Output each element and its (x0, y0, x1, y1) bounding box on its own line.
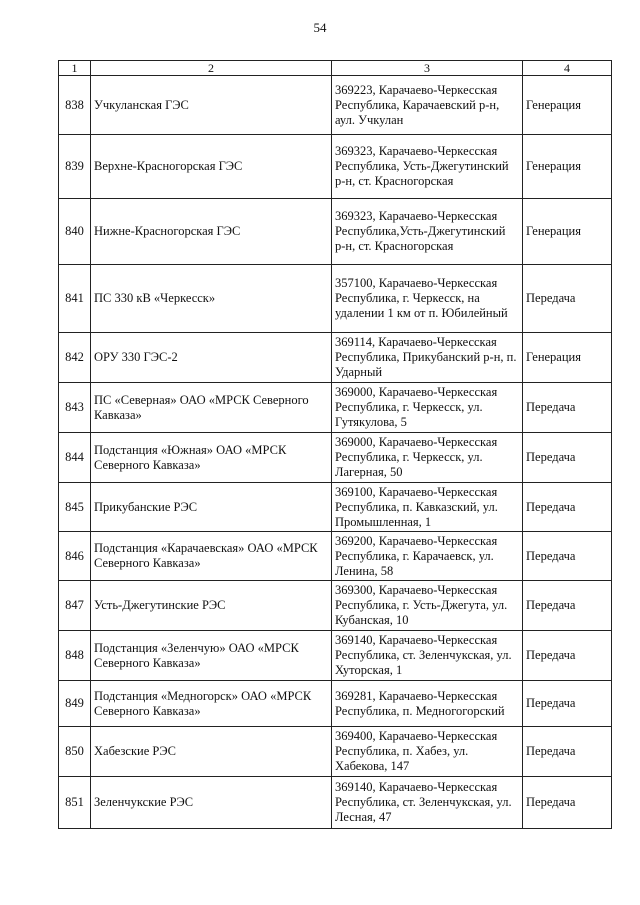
facility-address: 369000, Карачаево-Черкесская Республика, г. Черкесск, ул. Гутякулова, 5 (332, 383, 523, 433)
facility-address: 369323, Карачаево-Черкесская Республика,Усть-Джегутинский р-н, ст. Красногорская (332, 199, 523, 265)
facility-type: Передача (523, 681, 612, 727)
row-number: 850 (59, 727, 91, 777)
facility-address: 369223, Карачаево-Черкесская Республика, Карачаевский р-н, аул. Учкулан (332, 76, 523, 135)
row-number: 849 (59, 681, 91, 727)
facility-address: 369000, Карачаево-Черкесская Республика, г. Черкесск, ул. Лагерная, 50 (332, 433, 523, 483)
facility-address: 369114, Карачаево-Черкесская Республика, Прикубанский р-н, п. Ударный (332, 333, 523, 383)
facility-address: 369400, Карачаево-Черкесская Республика, п. Хабез, ул. Хабекова, 147 (332, 727, 523, 777)
column-header: 1 (59, 61, 91, 76)
page-number: 54 (313, 20, 327, 35)
column-header: 2 (91, 61, 332, 76)
facility-address: 369200, Карачаево-Черкесская Республика, г. Карачаевск, ул. Ленина, 58 (332, 532, 523, 581)
table-row (59, 383, 612, 433)
facility-name: Прикубанские РЭС (91, 483, 332, 532)
facility-type: Генерация (523, 199, 612, 265)
facility-type: Генерация (523, 333, 612, 383)
table-row (59, 265, 612, 333)
facility-type: Передача (523, 777, 612, 829)
table-row (59, 433, 612, 483)
facility-name: Учкуланская ГЭС (91, 76, 332, 135)
facility-type: Передача (523, 383, 612, 433)
table-row (59, 727, 612, 777)
facility-type: Передача (523, 532, 612, 581)
facility-name: ПС 330 кВ «Черкесск» (91, 265, 332, 333)
facility-type: Передача (523, 631, 612, 681)
facility-address: 369300, Карачаево-Черкесская Республика, г. Усть-Джегута, ул. Кубанская, 10 (332, 581, 523, 631)
row-number: 840 (59, 199, 91, 265)
facility-address: 369140, Карачаево-Черкесская Республика, ст. Зеленчукская, ул. Лесная, 47 (332, 777, 523, 829)
facility-name: Подстанция «Карачаевская» ОАО «МРСК Северного Кавказа» (91, 532, 332, 581)
row-number: 841 (59, 265, 91, 333)
facility-address: 369100, Карачаево-Черкесская Республика, п. Кавказский, ул. Промышленная, 1 (332, 483, 523, 532)
table-row (59, 76, 612, 135)
row-number: 838 (59, 76, 91, 135)
facility-name: Подстанция «Южная» ОАО «МРСК Северного Кавказа» (91, 433, 332, 483)
table-body (59, 76, 612, 829)
facility-type: Передача (523, 265, 612, 333)
table-row (59, 777, 612, 829)
facility-address: 369323, Карачаево-Черкесская Республика, Усть-Джегутинский р-н, ст. Красногорская (332, 135, 523, 199)
column-header: 4 (523, 61, 612, 76)
facility-name: Верхне-Красногорская ГЭС (91, 135, 332, 199)
facility-type: Передача (523, 727, 612, 777)
facility-name: Усть-Джегутинские РЭС (91, 581, 332, 631)
facility-type: Генерация (523, 135, 612, 199)
table-row (59, 135, 612, 199)
facility-type: Генерация (523, 76, 612, 135)
facility-type: Передача (523, 433, 612, 483)
row-number: 845 (59, 483, 91, 532)
row-number: 848 (59, 631, 91, 681)
row-number: 839 (59, 135, 91, 199)
facility-name: Подстанция «Медногорск» ОАО «МРСК Северного Кавказа» (91, 681, 332, 727)
facility-name: Нижне-Красногорская ГЭС (91, 199, 332, 265)
facility-address: 369281, Карачаево-Черкесская Республика, п. Медногогорский (332, 681, 523, 727)
row-number: 851 (59, 777, 91, 829)
row-number: 847 (59, 581, 91, 631)
table-header-row (59, 61, 612, 76)
column-header: 3 (332, 61, 523, 76)
facility-name: ПС «Северная» ОАО «МРСК Северного Кавказа» (91, 383, 332, 433)
table-row (59, 532, 612, 581)
table-row (59, 681, 612, 727)
row-number: 844 (59, 433, 91, 483)
facility-name: ОРУ 330 ГЭС-2 (91, 333, 332, 383)
table-row (59, 333, 612, 383)
table-row (59, 581, 612, 631)
facility-type: Передача (523, 483, 612, 532)
facilities-table (58, 60, 612, 829)
facility-name: Подстанция «Зеленчую» ОАО «МРСК Северного Кавказа» (91, 631, 332, 681)
table-row (59, 483, 612, 532)
facility-name: Хабезские РЭС (91, 727, 332, 777)
facility-type: Передача (523, 581, 612, 631)
facility-name: Зеленчукские РЭС (91, 777, 332, 829)
row-number: 846 (59, 532, 91, 581)
facility-address: 369140, Карачаево-Черкесская Республика, ст. Зеленчукская, ул. Хуторская, 1 (332, 631, 523, 681)
facility-address: 357100, Карачаево-Черкесская Республика, г. Черкесск, на удалении 1 км от п. Юбилейный (332, 265, 523, 333)
row-number: 842 (59, 333, 91, 383)
row-number: 843 (59, 383, 91, 433)
table-row (59, 631, 612, 681)
table-row (59, 199, 612, 265)
